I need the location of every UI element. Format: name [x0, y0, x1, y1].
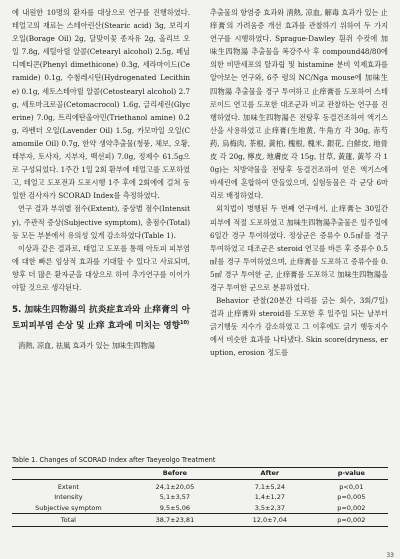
table-header-row: [12, 468, 388, 480]
page-number: 33: [386, 552, 394, 559]
table-header-cell: Before: [162, 469, 188, 478]
table-header-cell: [12, 468, 125, 480]
table-cell: 5,1±3,57: [159, 493, 191, 502]
paragraph-results: 연구 결과 부위별 점수(Extent), 중상별 점수(Intensity), 주관적 증상(Subjective symptom), 총점수(Total) 등 모든 부분에서 유의성 있게 감소하였다(Table 1).: [12, 204, 190, 240]
table-cell: p=0,002: [337, 503, 366, 512]
table-cell: 3,5±2,37: [254, 503, 285, 512]
table-row: [12, 492, 388, 503]
paragraph-methods: 추출물의 항염증 효과와 淸熱, 凉血, 解毒 효과가 있는 止痒膏의 가려움증 개선 효과를 관찰하기 위하여 두 가지 연구를 시행하였다. Sprague-Dawley 흰쥐 수컷에 加味生四物湯 추출물을 복강주사 후 compound48/80에 의한 비만세포의 탈과립 및 histamine 분비 억제효과를 알아보는 연구와, 6주 령의 NC/Nga mouse에 加味生四物湯 추출물을 경구 투여하고 止痒膏를 도포하여 스테로이드 연고를 도포한 대조군과 비교 관찰하는 연구를 진행하였다. 加味生四物湯은 전탕후 동결건조하여 엑기스산을 사용하였고 止痒膏(生地黄, 牛角方 각 30g, 赤芍药, 烏梅肉, 茶根, 黃柏, 槐根, 槐米, 銀花, 白鮮皮, 地骨皮 각 20g, 檸皮, 地膚皮 각 15g, 甘草, 黃蓮, 黃芩 각 10g)는 처방약물을 전탕후 동결건조하여 얻은 엑기스에 바세린에 혼합하여 만들었으며, 실험동물은 각 군당 6마리로 배정하였다.: [210, 8, 388, 201]
row-label: Total: [60, 516, 76, 524]
paragraph-second-study: 외치법이 병행된 두 번째 연구에서, 止痒膏는 30일간 피부에 적절 도포하였고 加味生四物湯추출물은 일주일에 6일간 경구 투여하였다. 정상군은 증류수 0.5㎖를 경구 투여하였고 대조군은 steroid 연고를 바른 후 증류수 0.5㎖를 경구 투여하였으며, 止痒膏를 도포하고 증류수를 0.5㎖ 경구 투여한 군, 止痒膏를 도포하고 加味生四物湯을 경구 투여한 군으로 분류하였다.: [210, 204, 388, 292]
scorad-table: [12, 467, 388, 527]
scorad-table-block: [12, 456, 388, 527]
left-column: [12, 6, 190, 352]
table-row: [12, 479, 388, 492]
table-header-cell: p-value: [337, 469, 365, 478]
table-cell: p=0,002: [337, 516, 366, 524]
row-label: Extent: [57, 482, 79, 491]
table-caption: Table 1. Changes of SCORAD Index after Taeyeolgo Treatment: [12, 456, 216, 464]
table-cell: 1,4±1,27: [254, 493, 285, 502]
section-heading-text: 5. 加味生四物湯의 抗炎症효과와 止痒膏의 아토피피부염 손상 및 止痒 효과에 미치는 영향: [12, 305, 190, 331]
table-cell: 24,1±20,05: [155, 482, 195, 491]
table-cell: 9,5±5,06: [159, 503, 191, 512]
row-label: Intensity: [54, 493, 83, 502]
table-cell: 12,0±7,04: [252, 516, 288, 524]
table-cell: p<0,01: [339, 482, 364, 491]
section-heading: [12, 304, 190, 333]
table-row: [12, 503, 388, 514]
section-footnote-ref: 10): [179, 320, 190, 327]
row-label: Subjective symptom: [35, 503, 102, 512]
table-cell: 38,7±23,81: [155, 516, 195, 524]
table-header-cell: After: [260, 469, 280, 478]
table-cell: p=0,005: [337, 493, 366, 502]
table-total-row: [12, 514, 388, 527]
right-column: [210, 6, 388, 360]
table-cell: 7,1±5,24: [254, 482, 285, 491]
paragraph-behavior: Behavior 관찰(20분간 다리를 긁는 회수, 3회/7일) 결과 止痒膏와 steroid를 도포한 후 일주일 되는 날부터 긁기행동 지수가 감소하였고 그 이후에도 긁기 행동지수에서 비슷한 효과를 나타냈다. Skin score(dryness, eruption, erosion 정도를: [210, 296, 388, 358]
paragraph-conclusion: 이상과 같은 결과로, 태얼고 도포를 통해 아토피 피부염에 대한 빠른 임상적 효과를 기대할 수 있다고 사료되며, 향후 더 많은 환자군을 대상으로 하여 추가연구를 이어가야할 것으로 생각된다.: [12, 243, 190, 292]
paragraph-materials: 에 내원한 10명의 환자를 대상으로 연구를 진행하였다. 테얼고의 재료는 스테아린산(Stearic acid) 3g, 보리지 오일(Borage Oil) 2g, 달맞이꽃 종자유 2g, 올리브 오일 7.8g, 세틸아릴 알콜(Cetearyl alcohol) 2.5g, 페닐 디메티콘(Phenyl dimethicone) 0.3g, 세라마이드(Ceramide) 0.1g, 수첨레시틴(Hydrogenated Lecithine) 0.1g, 세토스테아릴 알콜(Cetostearyl alcohol) 2.7g, 세토마크로골(Cetomacrocol) 1.6g, 글리세린(Glycerine) 7.0g, 트리에탄올아민(Triethanol amine) 0.2g, 라벤더 오일(Lavender Oil) 1.5g, 카모마일 오일(Camomile Oil) 0.7g, 한약 생약추출물(청풍, 체보, 오황, 태부자, 토사자, 지부자, 백선피) 7.0g, 정제수 61.5g으로 구성되었다. 1주간 1일 2회 환부에 테얼고를 도포하였고, 테얼고 도포전과 도포시행 1주 후에 2회에에 걸쳐 동일한 검사자가 SCORAD Index를 측정하였다.: [12, 8, 190, 201]
paragraph-section-intro: 消熱, 凉血, 祛風 효과가 있는 加味生四物湯: [18, 340, 155, 350]
